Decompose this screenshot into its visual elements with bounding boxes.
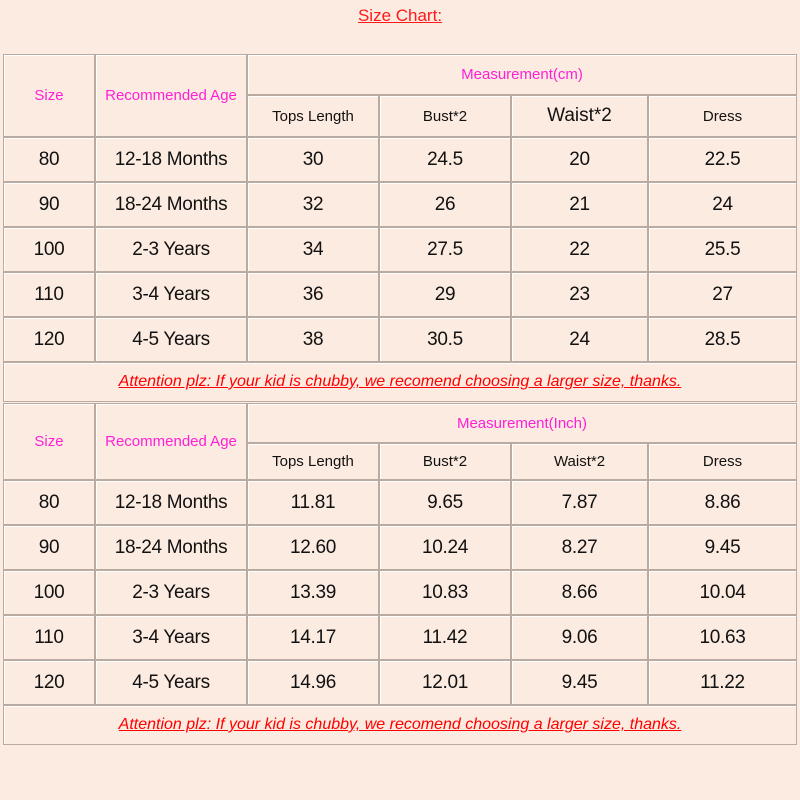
bust-cell: 10.24 (379, 525, 511, 570)
tops-length-cell: 13.39 (247, 570, 379, 615)
tops-length-cell: 14.17 (247, 615, 379, 660)
waist-header: Waist*2 (511, 443, 648, 480)
tops-length-cell: 38 (247, 317, 379, 362)
waist-cell: 8.66 (511, 570, 648, 615)
bust-cell: 11.42 (379, 615, 511, 660)
size-cell: 110 (3, 615, 95, 660)
dress-header: Dress (648, 443, 797, 480)
page-title: Size Chart: (357, 6, 443, 25)
table-header-row (3, 54, 797, 95)
size-cell: 90 (3, 525, 95, 570)
bust-cell: 9.65 (379, 480, 511, 525)
bust-cell: 30.5 (379, 317, 511, 362)
table-row (3, 570, 797, 615)
waist-cell: 23 (511, 272, 648, 317)
age-cell: 2-3 Years (95, 227, 247, 272)
dress-cell: 25.5 (648, 227, 797, 272)
measurement-inch-header: Measurement(Inch) (247, 403, 797, 443)
waist-cell: 24 (511, 317, 648, 362)
waist-cell: 9.06 (511, 615, 648, 660)
age-cell: 3-4 Years (95, 272, 247, 317)
table-header-row (3, 403, 797, 443)
tops-length-header: Tops Length (247, 95, 379, 137)
size-cell: 90 (3, 182, 95, 227)
size-table-inch (3, 403, 797, 745)
size-cell: 120 (3, 317, 95, 362)
recommended-age-header: Recommended Age (95, 54, 247, 137)
dress-cell: 24 (648, 182, 797, 227)
note-row (3, 705, 797, 745)
table-row (3, 660, 797, 705)
tops-length-cell: 12.60 (247, 525, 379, 570)
age-cell: 18-24 Months (95, 182, 247, 227)
tops-length-cell: 36 (247, 272, 379, 317)
table-row (3, 317, 797, 362)
measurement-cm-header: Measurement(cm) (247, 54, 797, 95)
tops-length-cell: 11.81 (247, 480, 379, 525)
size-cell: 100 (3, 227, 95, 272)
age-cell: 12-18 Months (95, 137, 247, 182)
waist-cell: 22 (511, 227, 648, 272)
age-cell: 3-4 Years (95, 615, 247, 660)
size-cell: 80 (3, 480, 95, 525)
bust-cell: 24.5 (379, 137, 511, 182)
bust-cell: 10.83 (379, 570, 511, 615)
tops-length-cell: 14.96 (247, 660, 379, 705)
bust-header: Bust*2 (379, 95, 511, 137)
tops-length-cell: 34 (247, 227, 379, 272)
age-cell: 4-5 Years (95, 660, 247, 705)
waist-cell: 9.45 (511, 660, 648, 705)
table-row (3, 480, 797, 525)
recommended-age-header: Recommended Age (95, 403, 247, 480)
size-cell: 120 (3, 660, 95, 705)
inch-table-body (3, 480, 797, 705)
dress-cell: 27 (648, 272, 797, 317)
waist-cell: 21 (511, 182, 648, 227)
table-row (3, 182, 797, 227)
dress-header: Dress (648, 95, 797, 137)
size-cell: 110 (3, 272, 95, 317)
size-cell: 80 (3, 137, 95, 182)
dress-cell: 22.5 (648, 137, 797, 182)
bust-cell: 12.01 (379, 660, 511, 705)
table-row (3, 227, 797, 272)
table-row (3, 615, 797, 660)
bust-cell: 29 (379, 272, 511, 317)
age-cell: 4-5 Years (95, 317, 247, 362)
bust-cell: 26 (379, 182, 511, 227)
dress-cell: 28.5 (648, 317, 797, 362)
dress-cell: 10.63 (648, 615, 797, 660)
waist-cell: 7.87 (511, 480, 648, 525)
age-cell: 18-24 Months (95, 525, 247, 570)
age-cell: 12-18 Months (95, 480, 247, 525)
age-cell: 2-3 Years (95, 570, 247, 615)
note-row (3, 362, 797, 402)
table-row (3, 525, 797, 570)
cm-table-body (3, 137, 797, 362)
dress-cell: 11.22 (648, 660, 797, 705)
dress-cell: 9.45 (648, 525, 797, 570)
size-header: Size (3, 54, 95, 137)
dress-cell: 8.86 (648, 480, 797, 525)
size-table-cm (3, 54, 797, 402)
table-row (3, 272, 797, 317)
tops-length-cell: 30 (247, 137, 379, 182)
bust-cell: 27.5 (379, 227, 511, 272)
chubby-note: Attention plz: If your kid is chubby, we recomend choosing a larger size, thanks. (3, 705, 797, 745)
table-row (3, 137, 797, 182)
chubby-note: Attention plz: If your kid is chubby, we recomend choosing a larger size, thanks. (3, 362, 797, 402)
dress-cell: 10.04 (648, 570, 797, 615)
waist-cell: 8.27 (511, 525, 648, 570)
tops-length-header: Tops Length (247, 443, 379, 480)
size-cell: 100 (3, 570, 95, 615)
waist-header: Waist*2 (511, 95, 648, 137)
waist-cell: 20 (511, 137, 648, 182)
tops-length-cell: 32 (247, 182, 379, 227)
size-header: Size (3, 403, 95, 480)
bust-header: Bust*2 (379, 443, 511, 480)
